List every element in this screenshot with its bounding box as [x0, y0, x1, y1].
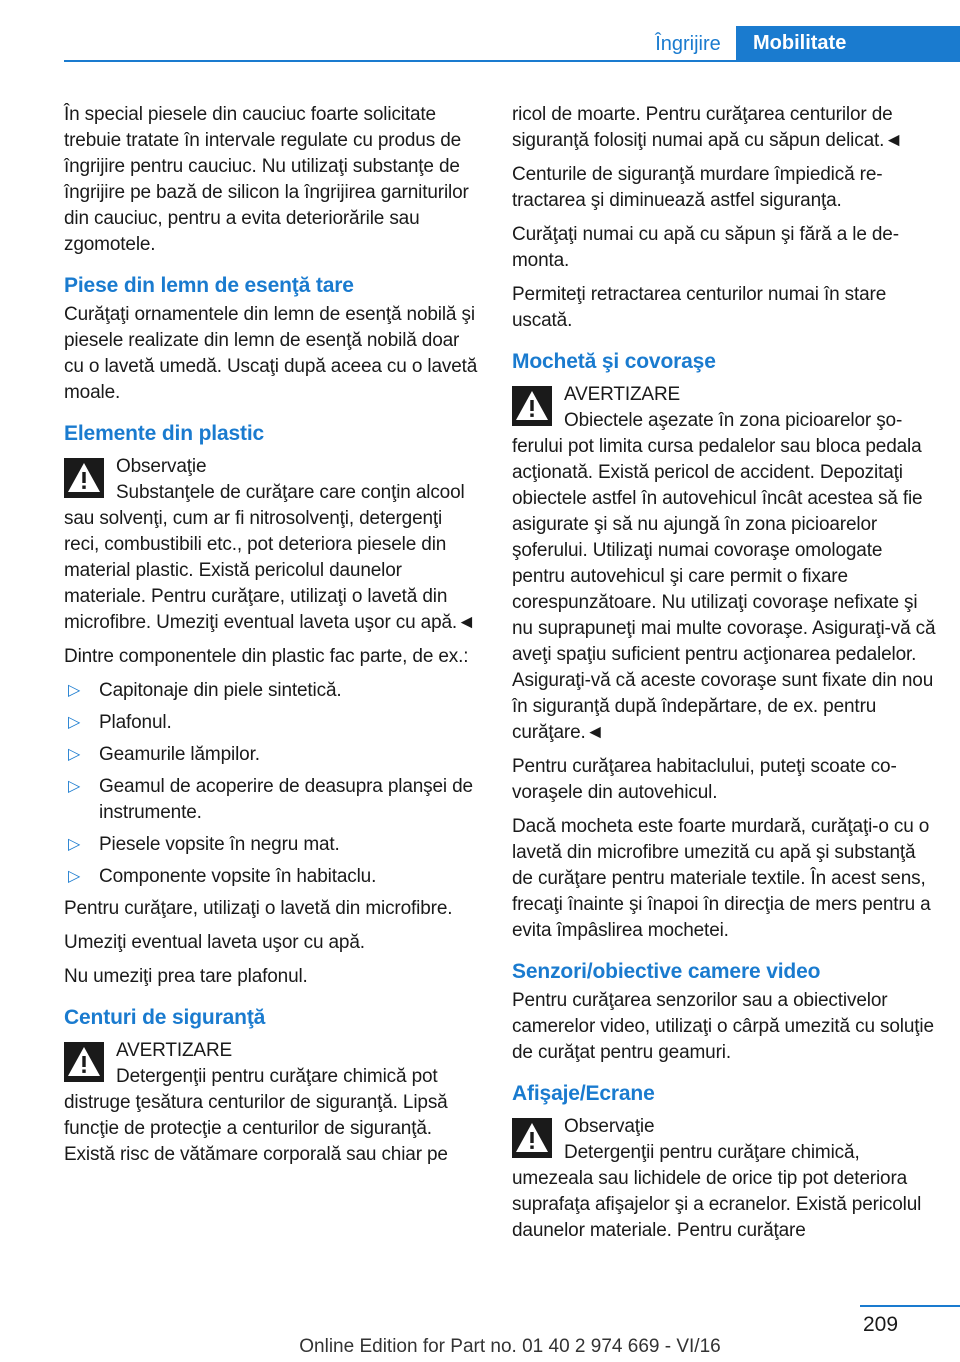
page-number: 209 [863, 1313, 899, 1336]
display-note-block [512, 1114, 940, 1244]
carpet-warning-title: AVERTIZARE [564, 384, 681, 405]
belts-paragraph-2: Curăţaţi numai cu apă cu săpun şi fără a le demonta. [512, 224, 900, 271]
belts-paragraph-1: Centurile de siguranţă murdare împiedică retractarea şi diminuează astfel siguranţa. [512, 164, 883, 211]
list-item: ▷ Piesele vopsite în negru mat. [64, 832, 482, 858]
carpet-paragraph-1: Pentru curăţarea habitaclului, puteţi scoate covoraşele din autovehicul. [512, 756, 897, 803]
heading-plastic: Elemente din plastic [64, 422, 265, 445]
plastic-list-intro: Dintre componentele din plastic fac parte, de ex.: [64, 646, 469, 667]
plastic-paragraph-3: Nu umeziţi prea tare plafonul. [64, 966, 308, 987]
belts-warning-title: AVERTIZARE [116, 1040, 233, 1061]
carpet-paragraph-2: Dacă mocheta este foarte murdară, curăţaţi-o cu o lavetă din microfibre umezită cu apă şi substanţă de curăţare pentru materiale textile. În acest sens, frecaţi înainte şi înapoi în direcţia de mers pentru a evita împâslirea mochetei. [512, 816, 931, 941]
heading-sensors: Senzori/obiective camere video [512, 960, 821, 983]
left-column [64, 102, 482, 1176]
list-item: ▷ Componente vopsite în habitaclu. [64, 864, 482, 890]
right-column [512, 102, 940, 1252]
warning-triangle-icon [512, 386, 552, 426]
display-note-title: Observaţie [564, 1116, 655, 1137]
triangle-bullet-icon: ▷ [68, 714, 81, 731]
list-item: ▷ Plafonul. [64, 710, 482, 736]
belts-continuation: ricol de moarte. Pentru curăţarea centurilor de siguranţă folosiţi numai apă cu săpun delicat.◄ [512, 104, 903, 151]
heading-displays: Afişaje/Ecrane [512, 1082, 655, 1105]
plastic-paragraph-2: Umeziţi eventual laveta uşor cu apă. [64, 932, 365, 953]
plastic-list [64, 678, 482, 890]
list-item: ▷ Geamurile lămpilor. [64, 742, 482, 768]
plastic-note-title: Observaţie [116, 456, 207, 477]
heading-carpet: Mochetă şi covoraşe [512, 350, 716, 373]
list-item: ▷ Capitonaje din piele sintetică. [64, 678, 482, 704]
triangle-bullet-icon: ▷ [68, 746, 81, 763]
footer-rule [860, 1305, 960, 1307]
header-rule [64, 60, 960, 62]
triangle-bullet-icon: ▷ [68, 778, 81, 795]
belts-warning-block [64, 1038, 482, 1168]
carpet-warning-text: Obiectele aşezate în zona picioarelor şoferului pot limita cursa pedalelor sau bloca pedala acţionată. Există pericol de accident. Depozitaţi obiectele astfel în autovehicul încât acestea să fie asigurate şi să nu ajungă în zona picioarelor şoferului. Utilizaţi numai covoraşe omologate pentru autovehicul şi care permit o fixare corespunzătoare. Nu utilizaţi covoraşe nefixate şi nu suprapuneţi mai multe covoraşe. Asiguraţi-vă că aveţi spaţiu suficient pentru acţionarea pedalelor. Asiguraţi-vă că aceste covoraşe sunt fixate din nou în siguranţă după îndepărtare, de ex. pentru curăţare.◄ [512, 410, 936, 743]
section-tab-ingrijire[interactable]: Îngrijire [655, 33, 721, 55]
heading-belts: Centuri de siguranţă [64, 1006, 266, 1029]
warning-triangle-icon [512, 1118, 552, 1158]
triangle-bullet-icon: ▷ [68, 836, 81, 853]
plastic-note-text: Substanţele de curăţare care conţin alcool sau solvenţi, cum ar fi nitrosolvenţi, detergenţi reci, combustibili etc., pot deteriora piesele din material plastic. Există pericolul daunelor materiale. Pentru curăţare, utilizaţi o lavetă din microfibre. Umeziţi eventual laveta uşor cu apă.◄ [64, 482, 476, 633]
sensor-paragraph: Pentru curăţarea senzorilor sau a obiectivelor camerelor video, utilizaţi o cârpă umezită cu soluţie de curăţat pentru geamuri. [512, 990, 934, 1063]
warning-triangle-icon [64, 1042, 104, 1082]
triangle-bullet-icon: ▷ [68, 868, 81, 885]
warning-triangle-icon [64, 458, 104, 498]
section-tab-mobilitate[interactable]: Mobilitate [736, 26, 960, 62]
plastic-paragraph-1: Pentru curăţare, utilizaţi o lavetă din microfibre. [64, 898, 453, 919]
intro-paragraph: În special piesele din cauciuc foarte solicitate trebuie tratate în intervale regulate cu produs de îngrijire pentru cauciuc. Nu utilizaţi substanţe de îngrijire pe bază de silicon la îngrijirea garniturilor din cauciuc, pentru a evita deteriorările sau zgomotele. [64, 104, 469, 255]
carpet-warning-block [512, 382, 940, 746]
belts-warning-text: Detergenţii pentru curăţare chimică pot distruge ţesătura centurilor de siguranţă. Lipsă funcţie de protecţie a centurilor de siguranţă. Există risc de vătămare corporală sau chiar pe [64, 1066, 448, 1165]
list-item: ▷ Geamul de acoperire de deasupra planşei de instrumente. [68, 776, 473, 823]
wood-paragraph: Curăţaţi ornamentele din lemn de esenţă nobilă şi piesele realizate din lemn de esenţă nobilă doar cu o lavetă umedă. Uscaţi după aceea cu o lavetă moale. [64, 304, 478, 403]
edition-footer: Online Edition for Part no. 01 40 2 974 669 - VI/16 [299, 1336, 721, 1357]
heading-wood: Piese din lemn de esenţă tare [64, 274, 354, 297]
triangle-bullet-icon: ▷ [68, 682, 81, 699]
display-note-text: Detergenţii pentru curăţare chimică, umezeala sau lichidele de orice tip pot deteriora suprafaţa afişajelor şi a ecranelor. Există pericolul daunelor materiale. Pentru curăţare [512, 1142, 922, 1241]
belts-paragraph-3: Permiteţi retractarea centurilor numai în stare uscată. [512, 284, 887, 331]
plastic-note-block [64, 454, 482, 636]
page-header [0, 0, 960, 62]
